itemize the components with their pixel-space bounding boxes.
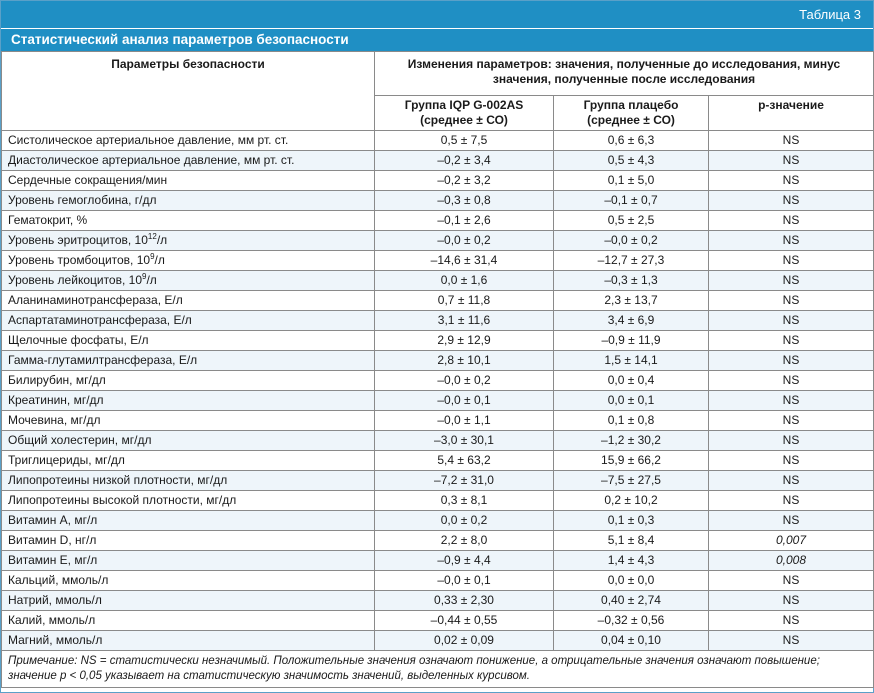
param-name: Диастолическое артериальное давление, мм рт. ст. [8, 153, 295, 167]
p-value-cell: NS [709, 231, 874, 251]
placebo-value-cell: –1,2 ± 30,2 [554, 431, 709, 451]
table-row [2, 171, 874, 191]
table-row [2, 531, 874, 551]
p-value-cell: NS [709, 151, 874, 171]
param-name: Кальций, ммоль/л [8, 573, 109, 587]
placebo-value-cell: 0,5 ± 2,5 [554, 211, 709, 231]
table-row [2, 431, 874, 451]
placebo-value-cell: 0,1 ± 0,8 [554, 411, 709, 431]
param-unit-suffix: /л [146, 273, 157, 287]
placebo-value-cell: 0,0 ± 0,4 [554, 371, 709, 391]
param-name-cell [2, 491, 375, 511]
p-value-cell: NS [709, 591, 874, 611]
p-value-cell: NS [709, 191, 874, 211]
iqp-value-cell: 0,02 ± 0,09 [375, 631, 554, 651]
param-name: Уровень лейкоцитов, 10 [8, 273, 142, 287]
param-name: Гамма-глутамилтрансфераза, Е/л [8, 353, 198, 367]
placebo-value-cell: –0,3 ± 1,3 [554, 271, 709, 291]
p-value-cell: NS [709, 331, 874, 351]
param-name: Общий холестерин, мг/дл [8, 433, 152, 447]
placebo-value-cell: 0,0 ± 0,0 [554, 571, 709, 591]
table-row [2, 371, 874, 391]
p-value-cell: NS [709, 411, 874, 431]
placebo-value-cell: –0,9 ± 11,9 [554, 331, 709, 351]
iqp-value-cell: –3,0 ± 30,1 [375, 431, 554, 451]
iqp-value-cell: –0,0 ± 0,1 [375, 571, 554, 591]
iqp-value-cell: 0,7 ± 11,8 [375, 291, 554, 311]
placebo-value-cell: 0,2 ± 10,2 [554, 491, 709, 511]
param-name-cell [2, 171, 375, 191]
param-name: Натрий, ммоль/л [8, 593, 102, 607]
param-name-cell [2, 391, 375, 411]
table-row [2, 331, 874, 351]
param-name-cell [2, 451, 375, 471]
p-value-cell: NS [709, 171, 874, 191]
p-value-cell: NS [709, 351, 874, 371]
param-exponent: 9 [142, 272, 147, 281]
param-name-cell [2, 431, 375, 451]
param-name-cell [2, 131, 375, 151]
param-name: Липопротеины высокой плотности, мг/дл [8, 493, 237, 507]
param-name: Аспартатаминотрансфераза, Е/л [8, 313, 192, 327]
table-row [2, 551, 874, 571]
column-header-iqp: Группа IQP G-002AS (среднее ± СО) [375, 96, 554, 131]
param-name: Витамин А, мг/л [8, 513, 98, 527]
p-value-cell: NS [709, 511, 874, 531]
param-name-cell [2, 571, 375, 591]
table-row [2, 591, 874, 611]
table-row [2, 311, 874, 331]
placebo-value-cell: –0,32 ± 0,56 [554, 611, 709, 631]
column-header-p-value: р-значение [709, 96, 874, 131]
p-value-cell: NS [709, 271, 874, 291]
placebo-value-cell: 2,3 ± 13,7 [554, 291, 709, 311]
param-exponent: 9 [150, 252, 155, 261]
table-row [2, 611, 874, 631]
p-value-cell: NS [709, 491, 874, 511]
param-name: Витамин Е, мг/л [8, 553, 98, 567]
table-row [2, 471, 874, 491]
param-name-cell [2, 611, 375, 631]
table-row [2, 231, 874, 251]
table-note: Примечание: NS = статистически незначимый. Положительные значения означают понижение, а отрицательные значения означают повышение; значение р < 0,05 указывает на статистическую значимость значений, выделенных курсивом. [2, 651, 874, 688]
param-unit-suffix: /л [154, 253, 165, 267]
param-name: Триглицериды, мг/дл [8, 453, 125, 467]
param-name-cell [2, 511, 375, 531]
table-row [2, 511, 874, 531]
p-value-cell: NS [709, 391, 874, 411]
table-row [2, 631, 874, 651]
param-name: Гематокрит, % [8, 213, 88, 227]
p-value-cell: NS [709, 291, 874, 311]
p-value-cell: NS [709, 371, 874, 391]
p-value-cell: NS [709, 631, 874, 651]
iqp-value-cell: 5,4 ± 63,2 [375, 451, 554, 471]
param-name: Калий, ммоль/л [8, 613, 96, 627]
iqp-value-cell: –7,2 ± 31,0 [375, 471, 554, 491]
table-title: Статистический анализ параметров безопасности [1, 28, 873, 51]
param-name-cell [2, 291, 375, 311]
param-name: Сердечные сокращения/мин [8, 173, 168, 187]
table-row [2, 411, 874, 431]
p-value-cell: NS [709, 311, 874, 331]
param-name-cell [2, 531, 375, 551]
param-name-cell [2, 311, 375, 331]
placebo-value-cell: 1,4 ± 4,3 [554, 551, 709, 571]
iqp-value-cell: –14,6 ± 31,4 [375, 251, 554, 271]
param-name: Магний, ммоль/л [8, 633, 103, 647]
param-name: Уровень тромбоцитов, 10 [8, 253, 151, 267]
param-name: Билирубин, мг/дл [8, 373, 106, 387]
iqp-value-cell: –0,44 ± 0,55 [375, 611, 554, 631]
table-row [2, 131, 874, 151]
iqp-value-cell: 2,9 ± 12,9 [375, 331, 554, 351]
table-row [2, 251, 874, 271]
iqp-value-cell: –0,1 ± 2,6 [375, 211, 554, 231]
iqp-value-cell: 0,33 ± 2,30 [375, 591, 554, 611]
placebo-value-cell: 0,0 ± 0,1 [554, 391, 709, 411]
param-name: Уровень эритроцитов, 10 [8, 233, 148, 247]
placebo-value-cell: –12,7 ± 27,3 [554, 251, 709, 271]
param-name: Креатинин, мг/дл [8, 393, 104, 407]
param-name-cell [2, 351, 375, 371]
placebo-value-cell: 0,1 ± 5,0 [554, 171, 709, 191]
param-name: Мочевина, мг/дл [8, 413, 101, 427]
placebo-value-cell: 5,1 ± 8,4 [554, 531, 709, 551]
p-value-cell: NS [709, 611, 874, 631]
iqp-value-cell: 3,1 ± 11,6 [375, 311, 554, 331]
param-name: Систолическое артериальное давление, мм рт. ст. [8, 133, 289, 147]
table-row [2, 191, 874, 211]
placebo-value-cell: 1,5 ± 14,1 [554, 351, 709, 371]
param-name: Аланинаминотрансфераза, Е/л [8, 293, 183, 307]
param-name-cell [2, 271, 375, 291]
p-value-cell: NS [709, 471, 874, 491]
p-value-cell: NS [709, 571, 874, 591]
placebo-value-cell: 0,40 ± 2,74 [554, 591, 709, 611]
p-value-cell: 0,008 [709, 551, 874, 571]
param-name-cell [2, 371, 375, 391]
param-name-cell [2, 631, 375, 651]
placebo-value-cell: 0,1 ± 0,3 [554, 511, 709, 531]
param-exponent: 12 [147, 232, 157, 241]
placebo-value-cell: –0,0 ± 0,2 [554, 231, 709, 251]
placebo-value-cell: 0,5 ± 4,3 [554, 151, 709, 171]
iqp-value-cell: 2,8 ± 10,1 [375, 351, 554, 371]
param-name-cell [2, 211, 375, 231]
p-value-cell: NS [709, 131, 874, 151]
p-value-cell: NS [709, 451, 874, 471]
iqp-value-cell: –0,3 ± 0,8 [375, 191, 554, 211]
table-number: Таблица 3 [799, 7, 861, 22]
iqp-value-cell: 0,5 ± 7,5 [375, 131, 554, 151]
param-name-cell [2, 191, 375, 211]
param-unit-suffix: /л [156, 233, 168, 247]
param-name-cell [2, 231, 375, 251]
param-name: Витамин D, нг/л [8, 533, 97, 547]
iqp-value-cell: –0,2 ± 3,2 [375, 171, 554, 191]
p-value-cell: NS [709, 251, 874, 271]
table-row [2, 211, 874, 231]
table-row [2, 451, 874, 471]
placebo-value-cell: 3,4 ± 6,9 [554, 311, 709, 331]
placebo-value-cell: –0,1 ± 0,7 [554, 191, 709, 211]
iqp-value-cell: 0,3 ± 8,1 [375, 491, 554, 511]
table-row [2, 571, 874, 591]
param-name-cell [2, 471, 375, 491]
table-row [2, 391, 874, 411]
param-name-cell [2, 251, 375, 271]
iqp-value-cell: –0,9 ± 4,4 [375, 551, 554, 571]
param-name: Щелочные фосфаты, Е/л [8, 333, 149, 347]
param-name-cell [2, 331, 375, 351]
table-row [2, 491, 874, 511]
iqp-value-cell: –0,0 ± 0,1 [375, 391, 554, 411]
iqp-value-cell: 2,2 ± 8,0 [375, 531, 554, 551]
table-row [2, 291, 874, 311]
iqp-value-cell: –0,2 ± 3,4 [375, 151, 554, 171]
p-value-cell: NS [709, 431, 874, 451]
iqp-value-cell: –0,0 ± 0,2 [375, 371, 554, 391]
table-number-bar [1, 1, 873, 28]
placebo-value-cell: –7,5 ± 27,5 [554, 471, 709, 491]
iqp-value-cell: 0,0 ± 1,6 [375, 271, 554, 291]
table-row [2, 351, 874, 371]
iqp-value-cell: –0,0 ± 1,1 [375, 411, 554, 431]
safety-parameters-table [1, 51, 874, 688]
p-value-cell: NS [709, 211, 874, 231]
table-row [2, 151, 874, 171]
iqp-value-cell: 0,0 ± 0,2 [375, 511, 554, 531]
column-header-param: Параметры безопасности [2, 52, 375, 131]
param-name: Уровень гемоглобина, г/дл [8, 193, 157, 207]
p-value-cell: 0,007 [709, 531, 874, 551]
placebo-value-cell: 0,04 ± 0,10 [554, 631, 709, 651]
table-row [2, 271, 874, 291]
table-body [2, 131, 874, 651]
iqp-value-cell: –0,0 ± 0,2 [375, 231, 554, 251]
placebo-value-cell: 15,9 ± 66,2 [554, 451, 709, 471]
param-name-cell [2, 411, 375, 431]
param-name: Липопротеины низкой плотности, мг/дл [8, 473, 228, 487]
param-name-cell [2, 591, 375, 611]
column-header-changes: Изменения параметров: значения, полученные до исследования, минус значения, полученные после исследования [375, 52, 874, 96]
param-name-cell [2, 151, 375, 171]
placebo-value-cell: 0,6 ± 6,3 [554, 131, 709, 151]
param-name-cell [2, 551, 375, 571]
column-header-placebo: Группа плацебо (среднее ± СО) [554, 96, 709, 131]
